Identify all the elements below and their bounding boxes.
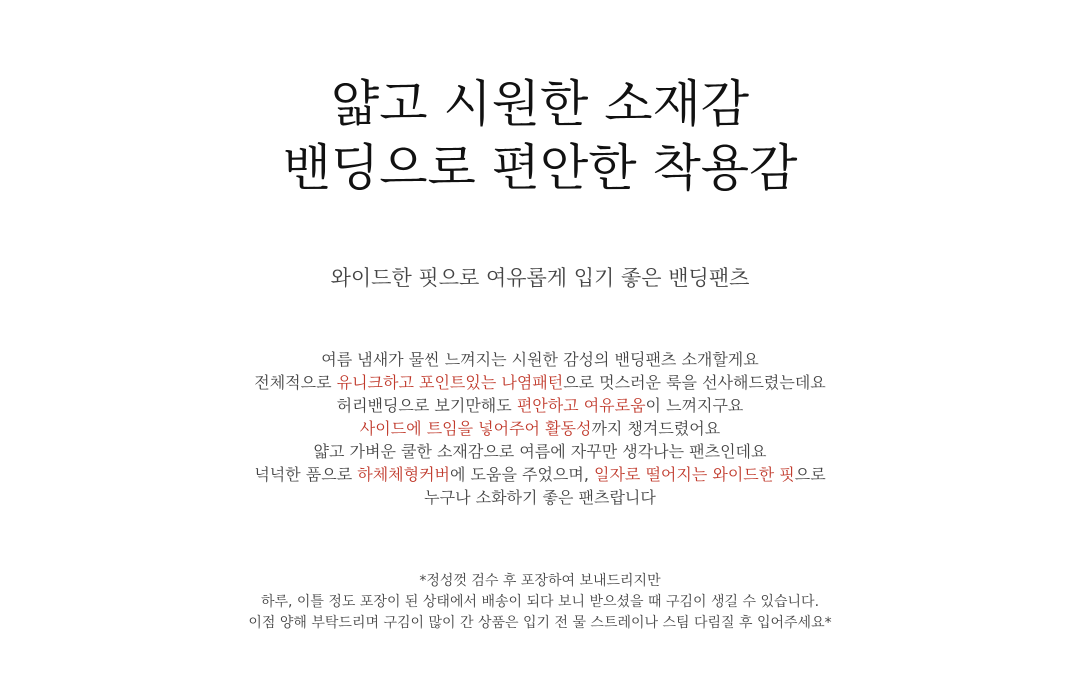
description-highlight: 유니크하고 포인트있는 나염패턴 <box>336 373 564 392</box>
description-line-2 <box>0 371 1080 394</box>
headline <box>0 72 1080 200</box>
description-text: 으로 멋스러운 룩을 선사해드렸는데요 <box>563 373 826 392</box>
headline-line-1: 얇고 시원한 소재감 <box>330 75 750 133</box>
description-text: 허리밴딩으로 보기만해도 <box>336 396 517 415</box>
description-line-4 <box>0 417 1080 440</box>
description-highlight: 일자로 떨어지는 와이드한 핏 <box>594 465 795 484</box>
care-notice <box>0 571 1080 634</box>
description-highlight: 하체체형커버 <box>357 465 450 484</box>
description-highlight: 편안하고 여유로움 <box>516 396 646 415</box>
description <box>0 348 1080 509</box>
description-line-1: 여름 냄새가 물씬 느껴지는 시원한 감성의 밴딩팬츠 소개할게요 <box>321 350 759 369</box>
notice-line-1: *정성껏 검수 후 포장하여 보내드리지만 <box>419 573 661 589</box>
description-highlight: 사이드에 트임을 넣어주어 활동성 <box>359 419 592 438</box>
description-text: 전체적으로 <box>254 373 337 392</box>
description-text: 에 도움을 주었으며, <box>450 465 594 484</box>
notice-line-2: 하루, 이틀 정도 포장이 된 상태에서 배송이 되다 보니 받으셨을 때 구김이 생길 수 있습니다. <box>260 594 820 610</box>
subtitle: 와이드한 핏으로 여유롭게 입기 좋은 밴딩팬츠 <box>330 266 750 290</box>
description-text: 으로 <box>794 465 826 484</box>
description-text: 까지 챙겨드렸어요 <box>591 419 721 438</box>
description-line-3 <box>0 394 1080 417</box>
description-line-6 <box>0 463 1080 486</box>
description-text: 넉넉한 품으로 <box>254 465 358 484</box>
headline-line-2: 밴딩으로 편안한 착용감 <box>282 139 798 197</box>
description-text: 이 느껴지구요 <box>645 396 744 415</box>
notice-line-3: 이점 양해 부탁드리며 구김이 많이 간 상품은 입기 전 물 스트레이나 스팀 다림질 후 입어주세요* <box>248 615 832 631</box>
description-line-7: 누구나 소화하기 좋은 팬츠랍니다 <box>424 488 656 507</box>
description-line-5: 얇고 가벼운 쿨한 소재감으로 여름에 자꾸만 생각나는 팬츠인데요 <box>313 442 767 461</box>
